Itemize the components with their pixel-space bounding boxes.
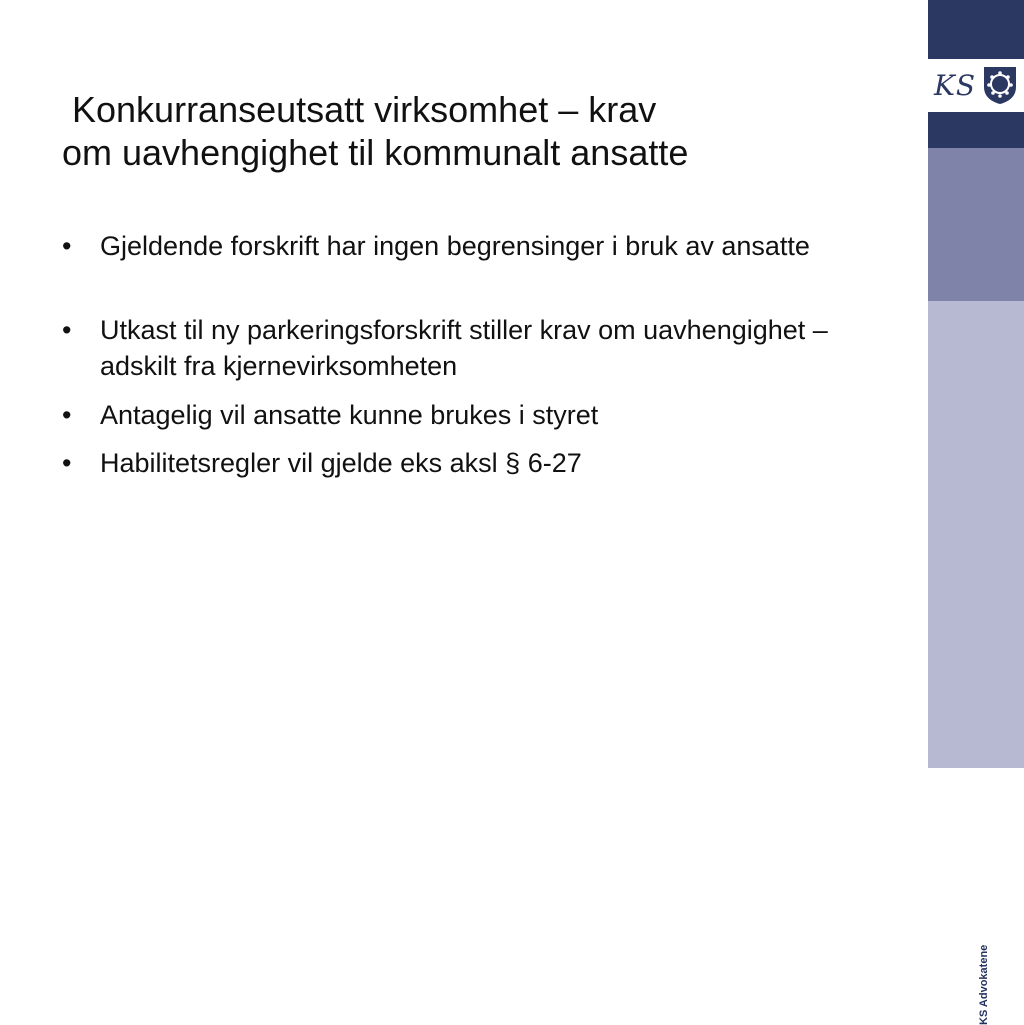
- brand-label: KS Advokatene: [978, 944, 990, 1025]
- bullet-dot: •: [62, 231, 72, 261]
- slide-title-line-1: Konkurranseutsatt virksomhet – krav: [62, 89, 657, 130]
- bullet-dot: •: [62, 315, 72, 346]
- bullet-item: [62, 397, 902, 433]
- bullet-text: Habilitetsregler vil gjelde eks aksl § 6-27: [100, 447, 582, 478]
- bullet-list: [62, 228, 902, 493]
- bullet-dot: •: [62, 447, 72, 478]
- bullet-text: Utkast til ny parkeringsforskrift stiller krav om uavhengighet – adskilt fra kjernevirksomheten: [100, 315, 828, 382]
- ks-logo: KS: [934, 69, 977, 102]
- sidebar-navy-band: [928, 112, 1024, 148]
- bullet-dot: •: [62, 399, 72, 430]
- slide-title-line-2: om uavhengighet til kommunalt ansatte: [62, 132, 689, 174]
- bullet-item: [62, 228, 902, 264]
- sidebar-mid-band: [928, 148, 1024, 301]
- bullet-item: [62, 445, 902, 481]
- logo-area: [928, 59, 1024, 112]
- bullet-item: [62, 312, 902, 384]
- bullet-text: Gjeldende forskrift har ingen begrensinger i bruk av ansatte: [100, 231, 810, 261]
- bullet-text: Antagelig vil ansatte kunne brukes i styret: [100, 399, 599, 430]
- crest-icon: [982, 65, 1018, 105]
- sidebar-top-band: [928, 0, 1024, 59]
- brand-sidebar: [928, 0, 1024, 1025]
- sidebar-lower-band: [928, 301, 1024, 1025]
- slide-title: [62, 88, 902, 174]
